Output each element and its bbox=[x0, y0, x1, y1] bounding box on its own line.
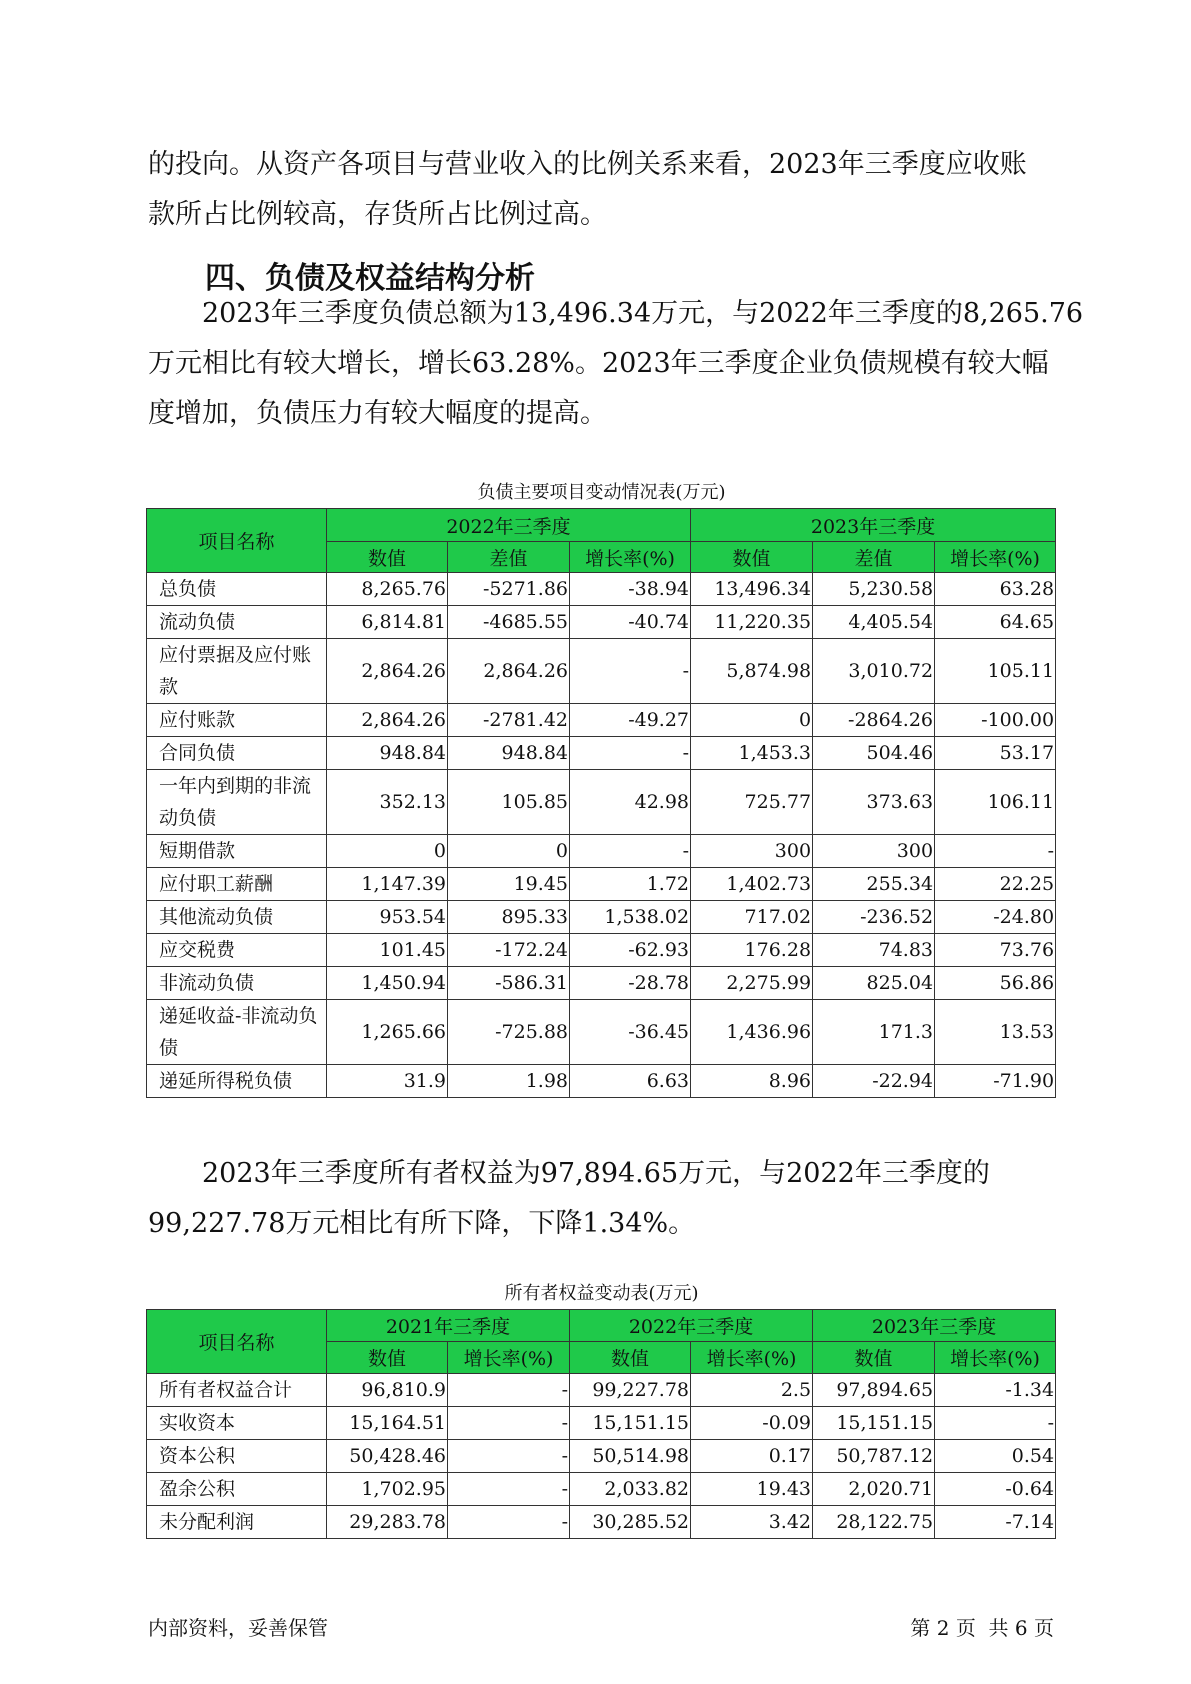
table-cell: -100.00 bbox=[935, 704, 1056, 737]
table-cell: -71.90 bbox=[935, 1065, 1056, 1098]
row-label: 应付职工薪酬 bbox=[147, 868, 327, 901]
table-row bbox=[147, 967, 1056, 1000]
table-cell: - bbox=[935, 835, 1056, 868]
table-row bbox=[147, 770, 1056, 835]
table-cell: 2,864.26 bbox=[327, 704, 448, 737]
table-cell: - bbox=[570, 639, 691, 704]
table-row bbox=[147, 737, 1056, 770]
table-cell: -49.27 bbox=[570, 704, 691, 737]
intro-line: 的投向。从资产各项目与营业收入的比例关系来看，2023年三季度应收账 bbox=[148, 149, 1027, 180]
table-cell: -2781.42 bbox=[448, 704, 570, 737]
table-cell: 106.11 bbox=[935, 770, 1056, 835]
table-cell: 5,874.98 bbox=[691, 639, 813, 704]
liability-table-caption: 负债主要项目变动情况表(万元) bbox=[477, 482, 726, 503]
row-label: 实收资本 bbox=[147, 1407, 327, 1440]
equity-table-caption: 所有者权益变动表(万元) bbox=[504, 1283, 699, 1304]
table-row bbox=[147, 868, 1056, 901]
sub-header: 数值 bbox=[327, 1342, 448, 1374]
table-cell: 1,538.02 bbox=[570, 901, 691, 934]
item-name-header: 项目名称 bbox=[147, 509, 327, 573]
table-cell: 948.84 bbox=[448, 737, 570, 770]
table-cell: 50,514.98 bbox=[570, 1440, 691, 1473]
table-cell: -62.93 bbox=[570, 934, 691, 967]
table-cell: 13,496.34 bbox=[691, 573, 813, 606]
table-cell: 300 bbox=[691, 835, 813, 868]
table-cell: 953.54 bbox=[327, 901, 448, 934]
table-cell: -1.34 bbox=[935, 1374, 1056, 1407]
table-cell: 105.85 bbox=[448, 770, 570, 835]
table-cell: -7.14 bbox=[935, 1506, 1056, 1539]
table-cell: 13.53 bbox=[935, 1000, 1056, 1065]
period-header: 2021年三季度 bbox=[327, 1310, 570, 1342]
table-cell: 6,814.81 bbox=[327, 606, 448, 639]
table-cell: 2,864.26 bbox=[448, 639, 570, 704]
table-cell: - bbox=[448, 1473, 570, 1506]
table-cell: -22.94 bbox=[813, 1065, 935, 1098]
table-cell: 3.42 bbox=[691, 1506, 813, 1539]
table-row bbox=[147, 835, 1056, 868]
table-cell: -2864.26 bbox=[813, 704, 935, 737]
table-cell: -586.31 bbox=[448, 967, 570, 1000]
row-label: 应交税费 bbox=[147, 934, 327, 967]
footer-confidential: 内部资料，妥善保管 bbox=[148, 1616, 328, 1640]
table-cell: -172.24 bbox=[448, 934, 570, 967]
table-cell: - bbox=[448, 1440, 570, 1473]
table-row bbox=[147, 573, 1056, 606]
table-cell: - bbox=[448, 1374, 570, 1407]
sub-header: 增长率(%) bbox=[691, 1342, 813, 1374]
row-label: 未分配利润 bbox=[147, 1506, 327, 1539]
equity-table-body bbox=[147, 1374, 1056, 1539]
table-cell: 2.5 bbox=[691, 1374, 813, 1407]
table-cell: 19.45 bbox=[448, 868, 570, 901]
table-cell: -5271.86 bbox=[448, 573, 570, 606]
table-cell: - bbox=[570, 835, 691, 868]
row-label: 短期借款 bbox=[147, 835, 327, 868]
table-cell: 64.65 bbox=[935, 606, 1056, 639]
row-label: 一年内到期的非流动负债 bbox=[147, 770, 327, 835]
table-row bbox=[147, 639, 1056, 704]
table-cell: 6.63 bbox=[570, 1065, 691, 1098]
table-cell: -24.80 bbox=[935, 901, 1056, 934]
table-cell: 73.76 bbox=[935, 934, 1056, 967]
table-cell: 4,405.54 bbox=[813, 606, 935, 639]
row-label: 应付账款 bbox=[147, 704, 327, 737]
table-cell: 0 bbox=[691, 704, 813, 737]
row-label: 总负债 bbox=[147, 573, 327, 606]
table-cell: 30,285.52 bbox=[570, 1506, 691, 1539]
table-cell: 300 bbox=[813, 835, 935, 868]
row-label: 盈余公积 bbox=[147, 1473, 327, 1506]
table-cell: -38.94 bbox=[570, 573, 691, 606]
row-label: 合同负债 bbox=[147, 737, 327, 770]
table-cell: -0.64 bbox=[935, 1473, 1056, 1506]
liability-table-body bbox=[147, 573, 1056, 1098]
table-row bbox=[147, 1065, 1056, 1098]
table-cell: -40.74 bbox=[570, 606, 691, 639]
table-row bbox=[147, 1374, 1056, 1407]
table-cell: 0 bbox=[327, 835, 448, 868]
table-cell: 28,122.75 bbox=[813, 1506, 935, 1539]
sub-header: 差值 bbox=[813, 542, 935, 573]
table-cell: - bbox=[448, 1506, 570, 1539]
sub-header: 增长率(%) bbox=[448, 1342, 570, 1374]
table-cell: 1,436.96 bbox=[691, 1000, 813, 1065]
table-cell: 15,151.15 bbox=[813, 1407, 935, 1440]
liability-paragraph bbox=[148, 289, 1084, 439]
table-cell: 2,864.26 bbox=[327, 639, 448, 704]
table-cell: - bbox=[570, 737, 691, 770]
table-cell: 15,164.51 bbox=[327, 1407, 448, 1440]
period-header: 2023年三季度 bbox=[813, 1310, 1056, 1342]
table-cell: 1.98 bbox=[448, 1065, 570, 1098]
sub-header: 增长率(%) bbox=[935, 1342, 1056, 1374]
table-cell: 29,283.78 bbox=[327, 1506, 448, 1539]
table-row bbox=[147, 704, 1056, 737]
table-row bbox=[147, 934, 1056, 967]
table-cell: -28.78 bbox=[570, 967, 691, 1000]
footer-page-number: 第 2 页 共 6 页 bbox=[910, 1616, 1054, 1640]
sub-header: 数值 bbox=[570, 1342, 691, 1374]
table-cell: 948.84 bbox=[327, 737, 448, 770]
equity-line: 99,227.78万元相比有所下降，下降1.34%。 bbox=[148, 1208, 696, 1239]
intro-line: 款所占比例较高，存货所占比例过高。 bbox=[148, 199, 607, 230]
table-cell: 0 bbox=[448, 835, 570, 868]
table-cell: 717.02 bbox=[691, 901, 813, 934]
equity-paragraph bbox=[148, 1149, 1063, 1249]
table-cell: 2,033.82 bbox=[570, 1473, 691, 1506]
table-cell: 11,220.35 bbox=[691, 606, 813, 639]
equity-table bbox=[146, 1309, 1056, 1539]
table-cell: 8.96 bbox=[691, 1065, 813, 1098]
sub-header: 数值 bbox=[691, 542, 813, 573]
table-cell: -4685.55 bbox=[448, 606, 570, 639]
table-cell: 63.28 bbox=[935, 573, 1056, 606]
table-cell: -236.52 bbox=[813, 901, 935, 934]
table-cell: 1,265.66 bbox=[327, 1000, 448, 1065]
period-header: 2022年三季度 bbox=[570, 1310, 813, 1342]
table-cell: 1,702.95 bbox=[327, 1473, 448, 1506]
table-cell: 504.46 bbox=[813, 737, 935, 770]
liability-line: 度增加，负债压力有较大幅度的提高。 bbox=[148, 398, 607, 429]
table-cell: 15,151.15 bbox=[570, 1407, 691, 1440]
table-cell: - bbox=[935, 1407, 1056, 1440]
table-cell: 50,428.46 bbox=[327, 1440, 448, 1473]
table-cell: -36.45 bbox=[570, 1000, 691, 1065]
table-row bbox=[147, 606, 1056, 639]
table-cell: 1,453.3 bbox=[691, 737, 813, 770]
item-name-header: 项目名称 bbox=[147, 1310, 327, 1374]
table-cell: 171.3 bbox=[813, 1000, 935, 1065]
section-heading: 四、负债及权益结构分析 bbox=[205, 261, 535, 296]
table-cell: 2,020.71 bbox=[813, 1473, 935, 1506]
row-label: 非流动负债 bbox=[147, 967, 327, 1000]
table-cell: 373.63 bbox=[813, 770, 935, 835]
sub-header: 数值 bbox=[327, 542, 448, 573]
row-label: 递延收益-非流动负债 bbox=[147, 1000, 327, 1065]
table-cell: 19.43 bbox=[691, 1473, 813, 1506]
table-row bbox=[147, 1473, 1056, 1506]
table-row bbox=[147, 901, 1056, 934]
table-cell: 1,402.73 bbox=[691, 868, 813, 901]
table-cell: 255.34 bbox=[813, 868, 935, 901]
table-cell: 0.54 bbox=[935, 1440, 1056, 1473]
row-label: 递延所得税负债 bbox=[147, 1065, 327, 1098]
table-cell: 74.83 bbox=[813, 934, 935, 967]
table-cell: 50,787.12 bbox=[813, 1440, 935, 1473]
table-cell: 352.13 bbox=[327, 770, 448, 835]
table-cell: 5,230.58 bbox=[813, 573, 935, 606]
sub-header: 数值 bbox=[813, 1342, 935, 1374]
sub-header: 差值 bbox=[448, 542, 570, 573]
table-row bbox=[147, 1440, 1056, 1473]
table-cell: 22.25 bbox=[935, 868, 1056, 901]
period-header: 2022年三季度 bbox=[327, 509, 691, 542]
liability-line: 2023年三季度负债总额为13,496.34万元，与2022年三季度的8,265.76 bbox=[202, 298, 1084, 329]
table-cell: 176.28 bbox=[691, 934, 813, 967]
table-cell: 56.86 bbox=[935, 967, 1056, 1000]
table-row bbox=[147, 1407, 1056, 1440]
table-cell: 3,010.72 bbox=[813, 639, 935, 704]
table-cell: 1.72 bbox=[570, 868, 691, 901]
sub-header: 增长率(%) bbox=[570, 542, 691, 573]
equity-line: 2023年三季度所有者权益为97,894.65万元，与2022年三季度的 bbox=[202, 1158, 990, 1189]
table-cell: 2,275.99 bbox=[691, 967, 813, 1000]
table-cell: 895.33 bbox=[448, 901, 570, 934]
table-cell: 31.9 bbox=[327, 1065, 448, 1098]
table-row bbox=[147, 1000, 1056, 1065]
row-label: 其他流动负债 bbox=[147, 901, 327, 934]
period-header: 2023年三季度 bbox=[691, 509, 1056, 542]
table-row bbox=[147, 1506, 1056, 1539]
table-cell: 97,894.65 bbox=[813, 1374, 935, 1407]
table-cell: 105.11 bbox=[935, 639, 1056, 704]
row-label: 应付票据及应付账款 bbox=[147, 639, 327, 704]
liability-line: 万元相比有较大增长，增长63.28%。2023年三季度企业负债规模有较大幅 bbox=[148, 348, 1049, 379]
table-cell: -0.09 bbox=[691, 1407, 813, 1440]
table-cell: 1,450.94 bbox=[327, 967, 448, 1000]
liability-table bbox=[146, 508, 1056, 1098]
row-label: 所有者权益合计 bbox=[147, 1374, 327, 1407]
table-cell: 42.98 bbox=[570, 770, 691, 835]
table-cell: 53.17 bbox=[935, 737, 1056, 770]
table-cell: 725.77 bbox=[691, 770, 813, 835]
row-label: 资本公积 bbox=[147, 1440, 327, 1473]
table-cell: 8,265.76 bbox=[327, 573, 448, 606]
table-cell: -725.88 bbox=[448, 1000, 570, 1065]
table-cell: 0.17 bbox=[691, 1440, 813, 1473]
table-cell: 825.04 bbox=[813, 967, 935, 1000]
table-cell: 96,810.9 bbox=[327, 1374, 448, 1407]
intro-paragraph bbox=[148, 140, 1063, 240]
row-label: 流动负债 bbox=[147, 606, 327, 639]
sub-header: 增长率(%) bbox=[935, 542, 1056, 573]
table-cell: 99,227.78 bbox=[570, 1374, 691, 1407]
table-cell: 1,147.39 bbox=[327, 868, 448, 901]
table-cell: - bbox=[448, 1407, 570, 1440]
table-cell: 101.45 bbox=[327, 934, 448, 967]
